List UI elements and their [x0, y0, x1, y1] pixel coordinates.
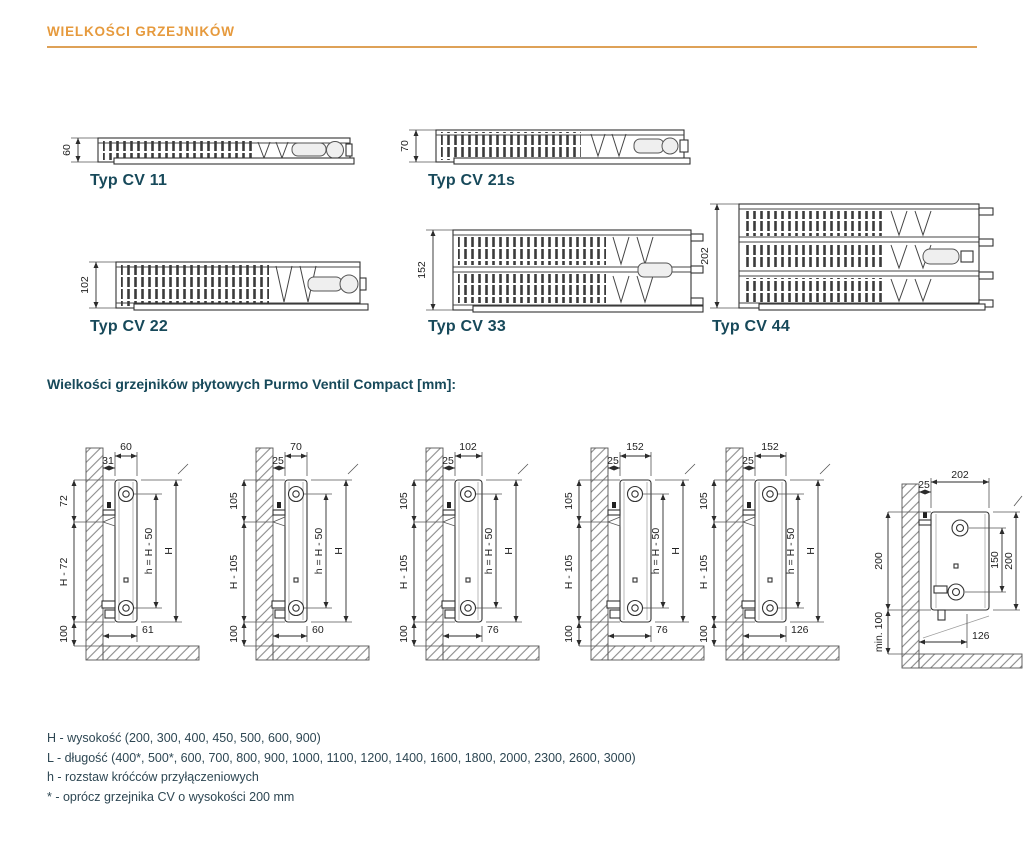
dim-lower: 100 [228, 625, 240, 643]
dim-middle: H - 105 [228, 554, 240, 590]
dim-pipe-spacing: h = H - 50 [313, 527, 325, 575]
side-view-cv44 [676, 422, 846, 682]
dim-clearance: min. 100 [873, 611, 885, 653]
type-label-cv44: Typ CV 44 [712, 318, 790, 335]
dim-bottom-width: 76 [656, 624, 668, 636]
legend-line-note: * - oprócz grzejnika CV o wysokości 200 mm [47, 789, 295, 804]
dim-height: H [503, 547, 515, 555]
detail-view-cv44-h200 [852, 468, 1024, 683]
dim-bottom-width: 76 [487, 624, 499, 636]
dim-bottom-width: 60 [312, 624, 324, 636]
cross-section-cv44 [695, 196, 997, 316]
page-title: WIELKOŚCI GRZEJNIKÓW [47, 24, 235, 39]
dim-upper: 105 [698, 492, 710, 510]
dim-height: 200 [873, 552, 885, 570]
dim-top-width: 102 [459, 441, 477, 453]
dim-wall-gap: 25 [742, 455, 754, 467]
legend-line-spacing: h - rozstaw króćców przyłączeniowych [47, 770, 259, 784]
dim-wall-gap: 25 [442, 455, 454, 467]
dim-top-width: 202 [951, 469, 969, 481]
legend-line-height: H - wysokość (200, 300, 400, 450, 500, 600, 900) [47, 731, 321, 745]
dim-height: H [670, 547, 682, 555]
depth-label: 152 [416, 261, 428, 279]
type-label-cv33: Typ CV 33 [428, 318, 506, 335]
side-view-cv11 [36, 422, 206, 682]
dim-bottom-width: 126 [791, 624, 809, 636]
dim-pipe-spacing: h = H - 50 [143, 527, 155, 575]
dim-height: H [805, 547, 817, 555]
dim-middle: H - 72 [58, 557, 70, 587]
dim-top-width: 60 [120, 441, 132, 453]
dim-pipe-spacing: h = H - 50 [650, 527, 662, 575]
cross-section-cv33 [413, 224, 705, 316]
dim-inner-height: 150 [989, 551, 1001, 569]
dim-wall-gap: 25 [918, 479, 930, 491]
legend [47, 729, 636, 807]
dim-upper: 105 [228, 492, 240, 510]
dim-lower: 100 [58, 625, 70, 643]
dim-middle: H - 105 [563, 554, 575, 590]
dim-bottom-width: 61 [142, 624, 154, 636]
dim-upper: 105 [398, 492, 410, 510]
dim-wall-gap: 25 [272, 455, 284, 467]
dim-bottom-width: 126 [972, 630, 990, 642]
dim-upper: 72 [58, 495, 70, 507]
cross-section-cv21s [396, 122, 696, 172]
type-label-cv21s: Typ CV 21s [428, 172, 516, 189]
dim-outer-height: 200 [1003, 552, 1015, 570]
section-heading: Wielkości grzejników płytowych Purmo Ventil Compact [mm]: [47, 376, 457, 392]
dim-lower: 100 [698, 625, 710, 643]
dim-pipe-spacing: h = H - 50 [785, 527, 797, 575]
dim-lower: 100 [398, 625, 410, 643]
dim-pipe-spacing: h = H - 50 [483, 527, 495, 575]
dim-wall-gap: 25 [607, 455, 619, 467]
dim-height: H [163, 547, 175, 555]
header-divider [47, 46, 977, 48]
dim-height: H [333, 547, 345, 555]
side-view-cv21s [206, 422, 376, 682]
dim-middle: H - 105 [398, 554, 410, 590]
cross-section-cv11 [58, 128, 358, 172]
dim-top-width: 70 [290, 441, 302, 453]
dim-upper: 105 [563, 492, 575, 510]
type-label-cv22: Typ CV 22 [90, 318, 168, 335]
dim-middle: H - 105 [698, 554, 710, 590]
dim-top-width: 152 [626, 441, 644, 453]
depth-label: 70 [399, 140, 411, 152]
depth-label: 60 [61, 144, 73, 156]
side-view-cv22 [376, 422, 546, 682]
depth-label: 102 [79, 276, 91, 294]
dim-wall-gap: 31 [102, 455, 114, 467]
type-label-cv11: Typ CV 11 [90, 172, 168, 189]
legend-line-length: L - długość (400*, 500*, 600, 700, 800, 900, 1000, 1100, 1200, 1400, 1600, 1800, 2000, 2300, 2600, 3000) [47, 750, 636, 765]
dim-top-width: 152 [761, 441, 779, 453]
dim-lower: 100 [563, 625, 575, 643]
cross-section-cv22 [76, 252, 366, 316]
depth-label: 202 [699, 247, 711, 265]
